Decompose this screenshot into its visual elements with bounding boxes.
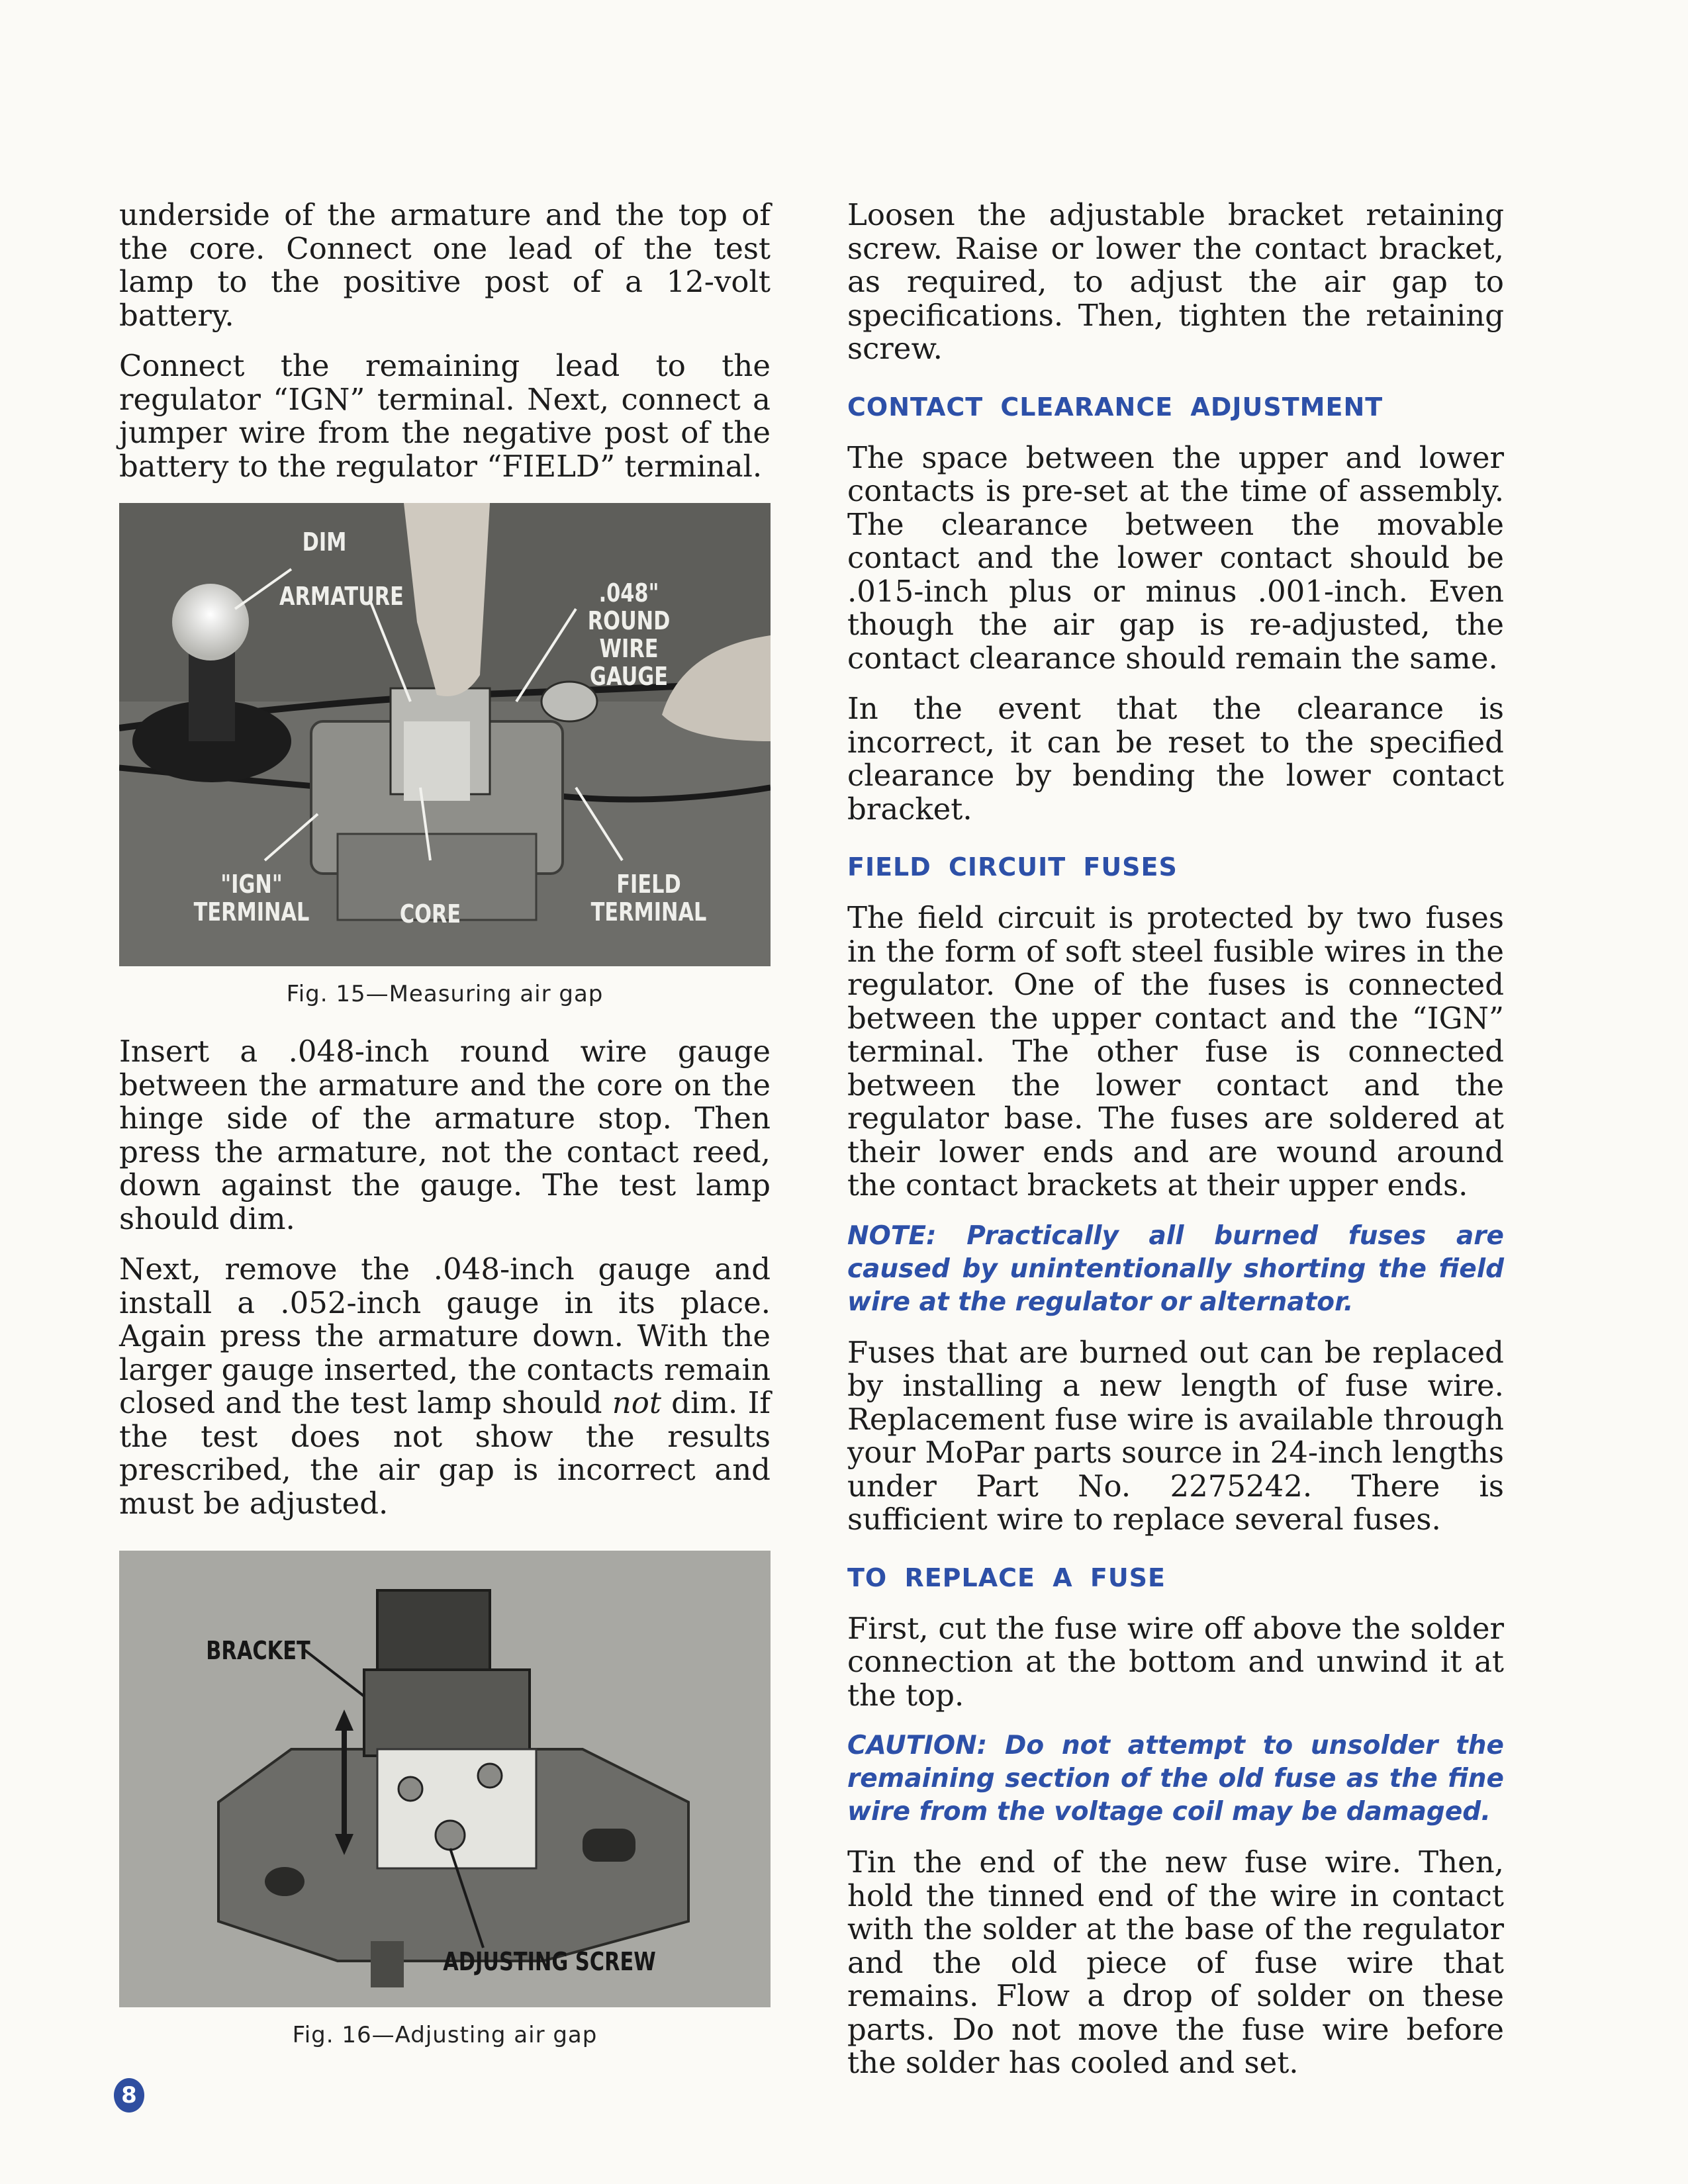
right-column: [847, 199, 1504, 2097]
left-column: [119, 199, 771, 2076]
paragraph-field-circuit: The field circuit is protected by two fuses in the form of soft steel fusible wires in the regulator. One of the fuses is connected between the upper contact and the “IGN” terminal. The other fuse is connected between the lower contact and the regulator base. The fuses are soldered at their lower ends and are wound around the contact brackets at their upper ends.: [847, 900, 1504, 1203]
paragraph-contact-space: The space between the upper and lower contacts is pre-set at the time of assembly. The clearance between the movable contact and the lower contact should be .015-inch plus or minus .001-inch. Even though the air gap is re-adjusted, the contact clearance should remain the same.: [847, 439, 1504, 676]
figure-16-photo: [119, 1551, 771, 2007]
paragraph-insert-gauge: Insert a .048-inch round wire gauge between the armature and the core on the hinge side of the armature stop. Then press the armature, not the contact reed, down against the gauge. The test lamp should dim.: [119, 1034, 771, 1236]
paragraph-connect-lead: Connect the remaining lead to the regulator “IGN” terminal. Next, connect a jumper wire from the negative post of the battery to the regulator “FIELD” terminal.: [119, 348, 771, 484]
label-dim: DIM: [302, 527, 347, 557]
paragraph-larger-gauge: [119, 1253, 771, 1520]
paragraph-clearance-incorrect: In the event that the clearance is incorrect, it can be reset to the specified clearance by bending the lower contact bracket.: [847, 691, 1504, 827]
paragraph-larger-gauge-part1: Next, remove the .048-inch gauge and install a .052-inch gauge in its place. Again press the armature down. With the larger gauge inserted, the contacts remain closed and the test lamp should: [119, 1251, 771, 1420]
heading-field-circuit-fuses: FIELD CIRCUIT FUSES: [847, 852, 1178, 882]
figure-16-caption: Fig. 16—Adjusting air gap: [292, 2022, 598, 2048]
emphasis-not: not: [612, 1385, 661, 1420]
label-adjusting-screw: ADJUSTING SCREW: [443, 1947, 656, 1976]
label-core: CORE: [399, 899, 461, 929]
paragraph-loosen-bracket: Loosen the adjustable bracket retaining screw. Raise or lower the contact bracket, as required, to adjust the air gap to specifications. Then, tighten the retaining screw.: [847, 197, 1504, 366]
label-field-terminal: FIELD TERMINAL: [590, 870, 707, 927]
figure-15-photo: [119, 503, 771, 966]
heading-contact-clearance: CONTACT CLEARANCE ADJUSTMENT: [847, 392, 1383, 422]
note-burned-fuses: NOTE: Practically all burned fuses are caused by unintentionally shorting the field wire at the regulator or alternator.: [847, 1220, 1504, 1317]
paragraph-tin-fuse: Tin the end of the new fuse wire. Then, hold the tinned end of the wire in contact with the solder at the base of the regulator and the old piece of fuse wire that remains. Flow a drop of solder on these parts. Do not move the fuse wire before the solder has cooled and set.: [847, 1844, 1504, 2080]
label-bracket: BRACKET: [206, 1636, 310, 1665]
heading-replace-fuse: TO REPLACE A FUSE: [847, 1563, 1166, 1592]
page-number: 8: [114, 2078, 144, 2113]
label-round-wire-gauge: .048" ROUND WIRE GAUGE: [587, 578, 671, 691]
paragraph-cut-fuse: First, cut the fuse wire off above the solder connection at the bottom and unwind it at the top.: [847, 1610, 1504, 1713]
paragraph-larger-gauge-part2: dim. If the test does not show the results prescribed, the air gap is incorrect and must be adjusted.: [119, 1385, 771, 1521]
caution-unsolder: CAUTION: Do not attempt to unsolder the remaining section of the old fuse as the fine wire from the voltage coil may be damaged.: [847, 1731, 1504, 1827]
figure-15-caption: Fig. 15—Measuring air gap: [286, 981, 604, 1007]
label-ign-terminal: "IGN" TERMINAL: [193, 870, 310, 927]
figure-16-illustration: [119, 1551, 771, 2007]
paragraph-replacement-fuse: Fuses that are burned out can be replaced by installing a new length of fuse wire. Replacement fuse wire is available through your MoPar parts source in 24-inch lengths under Part No. 2275242. There is sufficient wire to replace several fuses.: [847, 1334, 1504, 1537]
label-armature: ARMATURE: [279, 582, 404, 611]
paragraph-armature-core: underside of the armature and the top of the core. Connect one lead of the test lamp to the positive post of a 12-volt battery.: [119, 197, 771, 333]
